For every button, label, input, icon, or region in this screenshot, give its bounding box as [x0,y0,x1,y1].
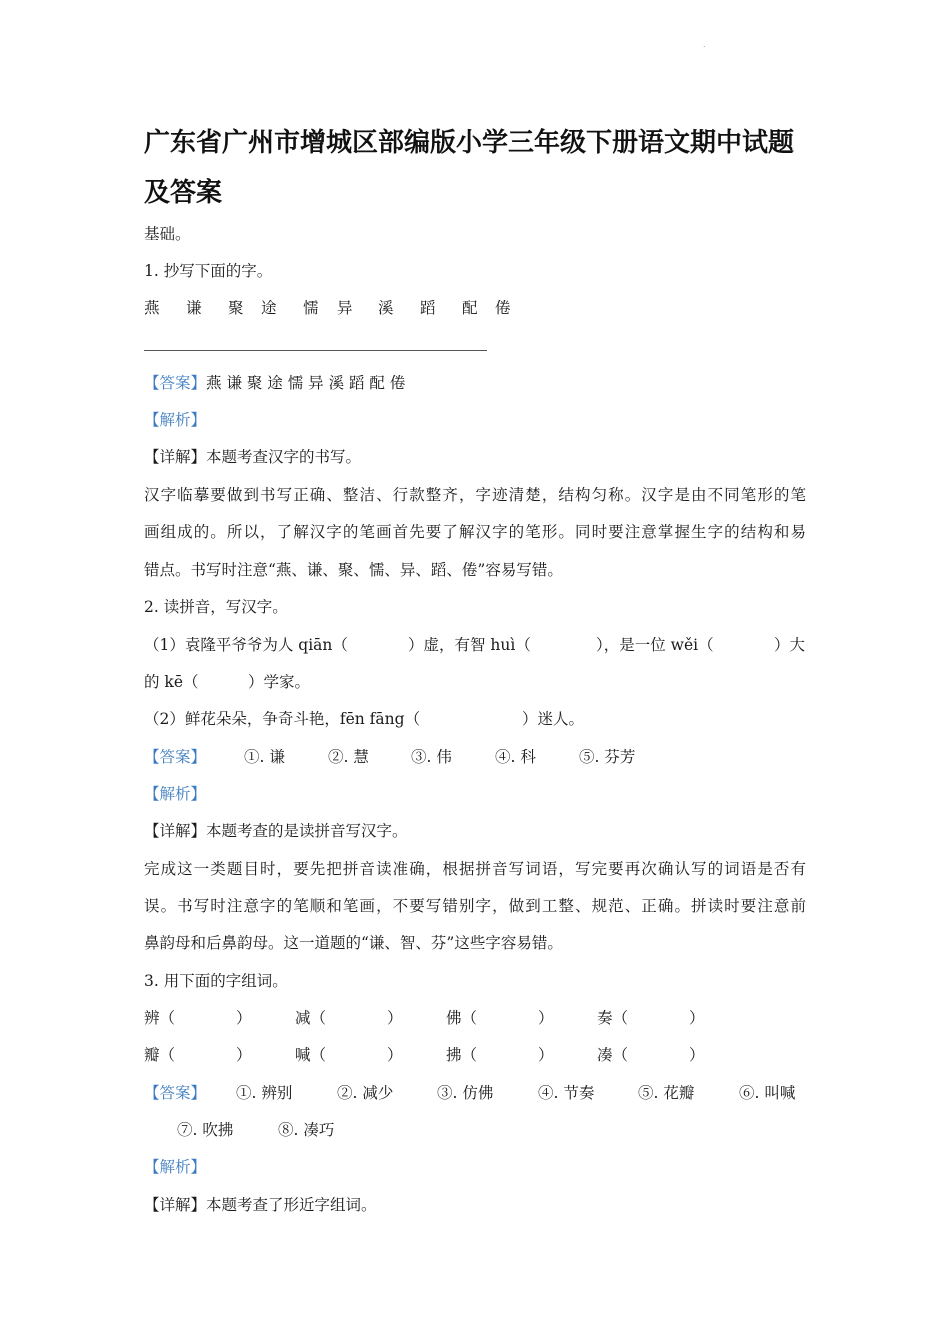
q2-line3-part: （2）鲜花朵朵，争奇斗艳，fēn fāng（ [144,710,421,728]
q2-line1-part: ）虚，有智 huì（ [408,636,531,654]
q3-row2-item: 瓣（ [144,1046,176,1064]
writing-line [144,350,487,351]
q1-char: 倦 [495,299,511,317]
q2-detail [144,821,408,841]
q3-analysis-tag: 【解析】 [144,1158,207,1176]
q3-answer-item: ⑤. 花瓣 [638,1084,695,1102]
q1-char: 谦 [186,299,202,317]
q3-answer-item: ⑥. 叫喊 [739,1084,796,1102]
q3-answer-tag: 【答案】 [144,1084,207,1102]
q1-explain-line: 汉字临摹要做到书写正确、整洁、行款整齐，字迹清楚，结构匀称。汉字是由不同笔形的笔 [144,486,806,504]
page-title-line2: 及答案 [144,178,223,208]
q3-row1-item: 奏（ [597,1009,629,1027]
q3-answer-item: ③. 仿佛 [437,1084,494,1102]
q2-analysis-tag: 【解析】 [144,785,207,803]
q2-stem: 2. 读拼音，写汉字。 [144,598,288,616]
q2-line2-part: ）学家。 [248,673,311,691]
q2-line1-part: （1）袁隆平爷爷为人 qiān（ [144,636,348,654]
q3-detail-text: 本题考查了形近字组词。 [206,1196,377,1214]
detail-tag: 【详解】 [144,448,207,466]
q3-answer-item: ⑧. 凑巧 [278,1121,335,1139]
q3-row2-item: 凑（ [597,1046,629,1064]
q3-detail [144,1195,377,1215]
q2-explain-line: 鼻韵母和后鼻韵母。这一道题的“谦、智、芬”这些字容易错。 [144,934,563,952]
q2-answer-item: ②. 慧 [328,748,369,766]
q2-line1-part: ）大 [774,636,806,654]
q2-detail-text: 本题考查的是读拼音写汉字。 [206,822,408,840]
q2-answer-item: ⑤. 芬芳 [579,748,636,766]
q1-detail [144,447,361,467]
q1-stem: 1. 抄写下面的字。 [144,262,273,280]
q3-row1-item: 辨（ [144,1009,176,1027]
section-label: 基础。 [144,225,191,243]
q3-answer-item: ②. 减少 [337,1084,394,1102]
q2-answer-item: ①. 谦 [244,748,285,766]
q1-char: 途 [261,299,277,317]
q1-explain-line: 错点。书写时注意“燕、谦、聚、懦、异、蹈、倦”容易写错。 [144,561,563,579]
q2-line3-part: ）迷人。 [522,710,585,728]
header-mark: . [703,40,706,49]
q1-char: 懦 [303,299,319,317]
page-title-line1: 广东省广州市增城区部编版小学三年级下册语文期中试题 [144,128,795,158]
q2-line1-part: ），是一位 wěi（ [596,636,714,654]
q3-row1-item: 佛（ [446,1009,478,1027]
q3-row2-item: 拂（ [446,1046,478,1064]
q1-explain-line: 画组成的。所以，了解汉字的笔画首先要了解汉字的笔形。同时要注意掌握生字的结构和易 [144,523,806,541]
q3-answer-item: ④. 节奏 [538,1084,595,1102]
q2-explain-line: 误。书写时注意字的笔顺和笔画，不要写错别字，做到工整、规范、正确。拼读时要注意前 [144,897,806,915]
q2-explain-line: 完成这一类题目时，要先把拼音读准确，根据拼音写词语，写完要再次确认写的词语是否有 [144,860,806,878]
q2-answer-item: ④. 科 [495,748,536,766]
q1-char: 燕 [144,299,160,317]
q1-answer [144,373,405,393]
q3-row1-item: 减（ [295,1009,327,1027]
q3-close-paren: ） [236,1046,252,1064]
q1-char: 异 [337,299,353,317]
q1-answer-text: 燕 谦 聚 途 懦 异 溪 蹈 配 倦 [206,374,406,392]
q1-char: 聚 [228,299,244,317]
q1-char: 配 [462,299,478,317]
q3-close-paren: ） [387,1009,403,1027]
q3-answer-item: ①. 辨别 [236,1084,293,1102]
q3-close-paren: ） [538,1009,554,1027]
q2-line2-part: 的 kē（ [144,673,199,691]
q3-close-paren: ） [538,1046,554,1064]
q3-close-paren: ） [689,1046,705,1064]
q3-close-paren: ） [689,1009,705,1027]
detail-tag: 【详解】 [144,822,207,840]
q1-detail-text: 本题考查汉字的书写。 [206,448,362,466]
q3-stem: 3. 用下面的字组词。 [144,972,288,990]
q2-answer-tag: 【答案】 [144,748,207,766]
q2-answer-item: ③. 伟 [411,748,452,766]
q3-close-paren: ） [236,1009,252,1027]
detail-tag: 【详解】 [144,1196,207,1214]
q1-analysis-tag: 【解析】 [144,411,207,429]
q3-answer-item: ⑦. 吹拂 [177,1121,234,1139]
q1-char: 溪 [378,299,394,317]
q3-row2-item: 喊（ [295,1046,327,1064]
q3-close-paren: ） [387,1046,403,1064]
q1-char: 蹈 [420,299,436,317]
answer-tag: 【答案】 [144,374,207,392]
